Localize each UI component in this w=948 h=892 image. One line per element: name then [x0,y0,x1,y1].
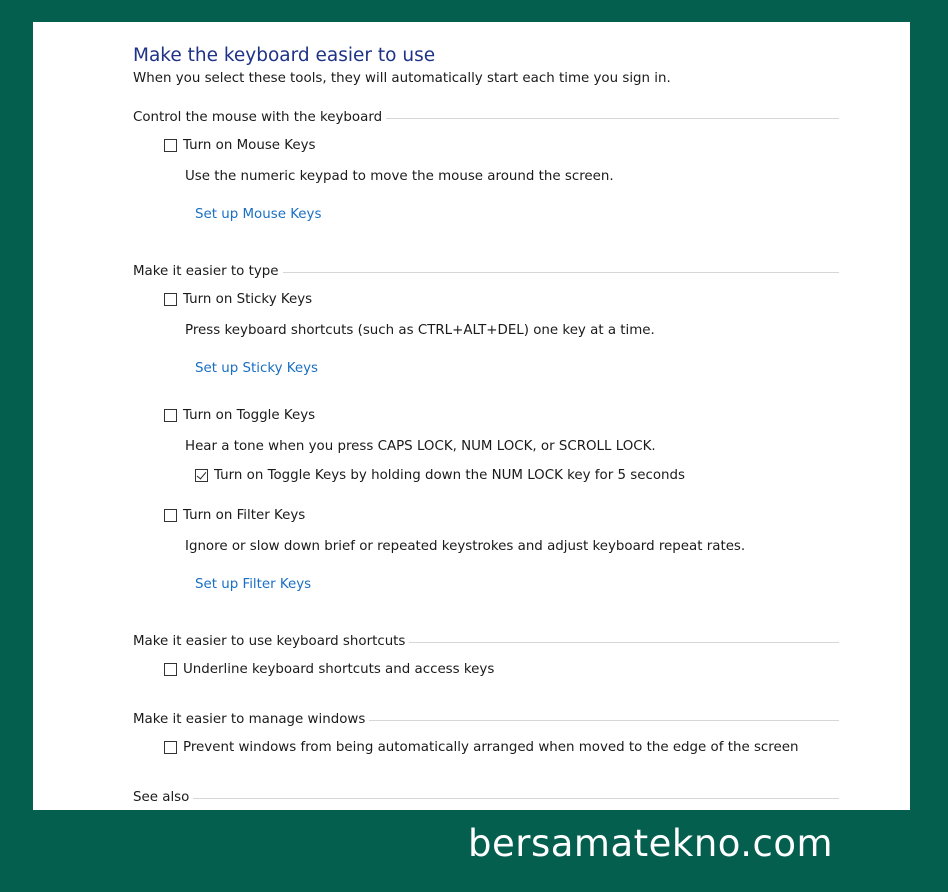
toggle-keys-hold-label: Turn on Toggle Keys by holding down the NUM LOCK key for 5 seconds [214,468,685,483]
mouse-keys-label: Turn on Mouse Keys [183,138,316,153]
sticky-keys-checkbox[interactable] [164,293,177,306]
prevent-arrange-label: Prevent windows from being automatically arranged when moved to the edge of the screen [183,740,799,755]
watermark-text: bersamatekno.com [468,822,834,865]
section-heading-typing-label: Make it easier to type [133,263,279,279]
section-divider [369,720,839,721]
section-heading-see-also [133,788,839,806]
section-divider [386,118,839,119]
toggle-keys-hold-option[interactable] [195,468,685,483]
section-heading-windows-label: Make it easier to manage windows [133,711,366,727]
toggle-keys-label: Turn on Toggle Keys [183,408,316,423]
sticky-keys-label: Turn on Sticky Keys [183,292,313,307]
prevent-arrange-option[interactable] [164,740,798,755]
filter-keys-option[interactable] [164,508,305,523]
toggle-keys-option[interactable] [164,408,315,423]
toggle-keys-checkbox[interactable] [164,409,177,422]
filter-keys-checkbox[interactable] [164,509,177,522]
underline-shortcuts-label: Underline keyboard shortcuts and access keys [183,662,495,677]
setup-mouse-keys-link[interactable]: Set up Mouse Keys [195,207,322,222]
toggle-keys-hold-checkbox[interactable] [195,469,208,482]
section-divider [283,272,839,273]
mouse-keys-description: Use the numeric keypad to move the mouse around the screen. [185,169,614,184]
mouse-keys-checkbox[interactable] [164,139,177,152]
toggle-keys-description: Hear a tone when you press CAPS LOCK, NUM LOCK, or SCROLL LOCK. [185,439,656,454]
filter-keys-label: Turn on Filter Keys [183,508,306,523]
section-heading-windows [133,710,839,728]
sticky-keys-option[interactable] [164,292,312,307]
settings-panel [33,22,910,810]
section-heading-shortcuts-label: Make it easier to use keyboard shortcuts [133,633,406,649]
page-title: Make the keyboard easier to use [133,45,436,66]
section-divider [193,798,839,799]
section-heading-typing [133,262,839,280]
sticky-keys-description: Press keyboard shortcuts (such as CTRL+ALT+DEL) one key at a time. [185,323,655,338]
section-heading-mouse-label: Control the mouse with the keyboard [133,109,383,125]
setup-sticky-keys-link[interactable]: Set up Sticky Keys [195,361,319,376]
page-subtitle: When you select these tools, they will automatically start each time you sign in. [133,71,671,86]
section-heading-shortcuts [133,632,839,650]
underline-shortcuts-checkbox[interactable] [164,663,177,676]
prevent-arrange-checkbox[interactable] [164,741,177,754]
section-divider [409,642,839,643]
section-heading-mouse [133,108,839,126]
filter-keys-description: Ignore or slow down brief or repeated keystrokes and adjust keyboard repeat rates. [185,539,746,554]
section-heading-see-also-label: See also [133,789,190,805]
mouse-keys-option[interactable] [164,138,316,153]
underline-shortcuts-option[interactable] [164,662,494,677]
setup-filter-keys-link[interactable]: Set up Filter Keys [195,577,312,592]
